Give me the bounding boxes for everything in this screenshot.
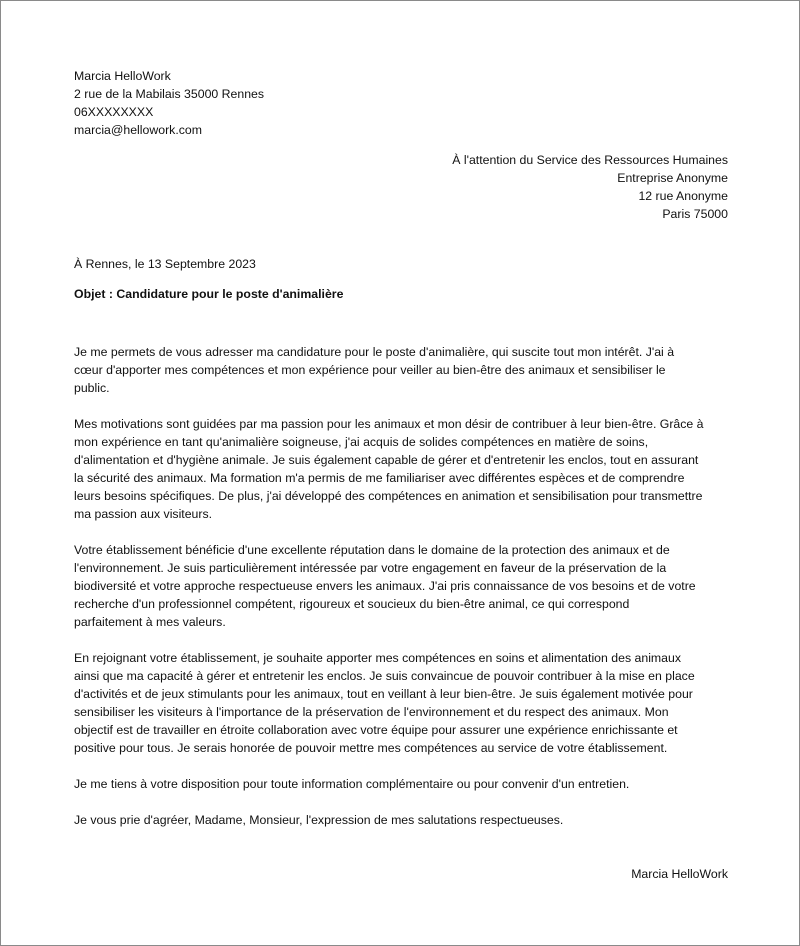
body-line: la sécurité des animaux. Ma formation m'a permis de me familiariser avec différentes espèces et de comprendre (74, 471, 685, 485)
body-line: Je me tiens à votre disposition pour toute information complémentaire ou pour convenir d'un entretien. (74, 777, 630, 791)
body-line: Mes motivations sont guidées par ma passion pour les animaux et mon désir de contribuer à leur bien-être. Grâce à (74, 417, 704, 431)
body-line: objectif est de travailler en étroite collaboration avec votre équipe pour assurer une expérience enrichissante et (74, 723, 678, 737)
body-line: parfaitement à mes valeurs. (74, 615, 226, 629)
body-line: positive pour tous. Je serais honorée de pouvoir mettre mes compétences au service de votre établissement. (74, 741, 668, 755)
body-line: sensibiliser les visiteurs à l'importance de la préservation de l'environnement et du respect des animaux. Mon (74, 705, 669, 719)
recipient-city: Paris 75000 (662, 207, 728, 221)
body-line: l'environnement. Je suis particulièrement intéressée par votre engagement en faveur de la préservation de la (74, 561, 667, 575)
body-line: d'alimentation et d'hygiène animale. Je suis également capable de gérer et d'entretenir les enclos, tout en assurant (74, 453, 699, 467)
body-line: leurs besoins spécifiques. De plus, j'ai développé des compétences en animation et sensibilisation pour transmettre (74, 489, 703, 503)
body-line: En rejoignant votre établissement, je souhaite apporter mes compétences en soins et alimentation des animaux (74, 651, 681, 665)
body-line: cœur d'apporter mes compétences et mon expérience pour veiller au bien-être des animaux et sensibiliser le (74, 363, 666, 377)
letter-signature: Marcia HelloWork (631, 867, 728, 881)
body-paragraph (74, 541, 736, 631)
body-line: recherche d'un professionnel compétent, rigoureux et soucieux du bien-être animal, ce qui correspond (74, 597, 630, 611)
body-line: Votre établissement bénéficie d'une excellente réputation dans le domaine de la protection des animaux et de (74, 543, 670, 557)
sender-block (74, 67, 264, 139)
body-paragraph (74, 775, 736, 793)
recipient-street: 12 rue Anonyme (638, 189, 728, 203)
body-line: Je vous prie d'agréer, Madame, Monsieur, l'expression de mes salutations respectueuses. (74, 813, 564, 827)
letter-body (74, 343, 736, 847)
sender-name: Marcia HelloWork (74, 69, 171, 83)
recipient-company: Entreprise Anonyme (617, 171, 728, 185)
body-line: mon expérience en tant qu'animalière soigneuse, j'ai acquis de solides compétences en matière de soins, (74, 435, 649, 449)
body-line: ma passion aux visiteurs. (74, 507, 213, 521)
letter-subject: Objet : Candidature pour le poste d'animalière (74, 287, 344, 301)
sender-address: 2 rue de la Mabilais 35000 Rennes (74, 87, 265, 101)
sender-phone: 06XXXXXXXX (74, 105, 154, 119)
body-line: biodiversité et votre approche respectueuse envers les animaux. J'ai pris connaissance de vos besoins et de votre (74, 579, 696, 593)
body-paragraph (74, 649, 736, 757)
recipient-attention: À l'attention du Service des Ressources Humaines (452, 153, 728, 167)
body-paragraph (74, 811, 736, 829)
body-line: Je me permets de vous adresser ma candidature pour le poste d'animalière, qui suscite tout mon intérêt. J'ai à (74, 345, 675, 359)
body-line: d'activités et de jeux stimulants pour les animaux, tout en veillant à leur bien-être. Je suis également motivée pour (74, 687, 693, 701)
body-paragraph (74, 343, 736, 397)
letter-date: À Rennes, le 13 Septembre 2023 (74, 257, 256, 271)
body-paragraph (74, 415, 736, 523)
recipient-block (452, 151, 728, 223)
sender-email: marcia@hellowork.com (74, 123, 202, 137)
body-line: public. (74, 381, 110, 395)
body-line: ainsi que ma capacité à gérer et entretenir les enclos. Je suis convaincue de pouvoir contribuer à la mise en place (74, 669, 695, 683)
